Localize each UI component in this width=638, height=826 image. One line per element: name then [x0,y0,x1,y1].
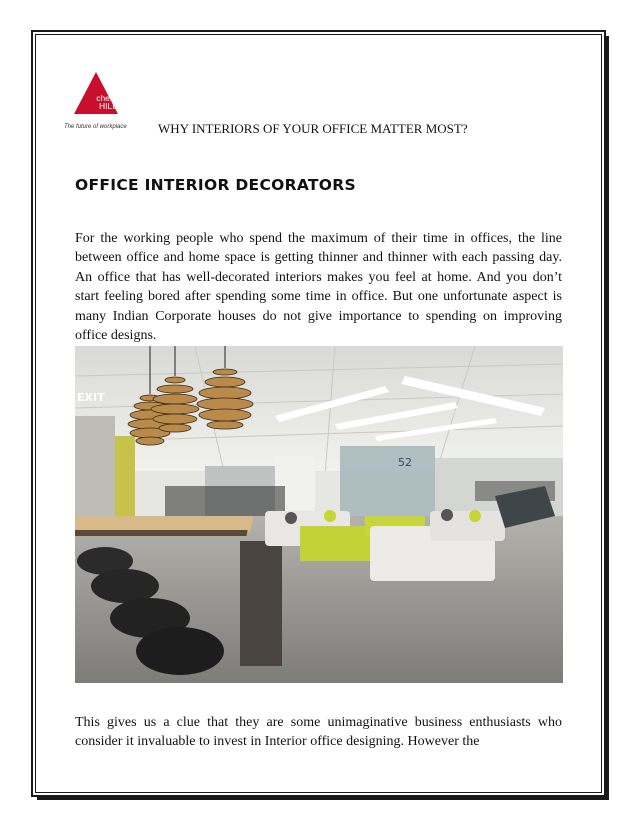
body-paragraph-2: This gives us a clue that they are some unimaginative business enthusiasts who consider it invaluable to invest in Interior office designing. However the [75,715,562,750]
room-number-sign: 52 [398,456,412,469]
section-heading: OFFICE INTERIOR DECORATORS [75,176,356,194]
logo-tagline: The future of workplace [64,124,127,130]
page-border-shadow-bottom [37,797,609,800]
cherry-hill-logo [64,72,144,138]
document-header-title: WHY INTERIORS OF YOUR OFFICE MATTER MOST? [158,121,468,136]
exit-sign: EXIT [77,391,105,404]
office-interior-photo [75,346,563,683]
body-paragraph-1: For the working people who spend the maximum of their time in offices, the line between office and home space is getting thinner and thinner with each passing day. An office that has well-decorated interiors makes you feel at home. And you don’t start feeling bored after spending some time in office. But one unfortunate aspect is many Indian Corporate houses do not give importance to spending on improving office designs. [75,231,562,344]
page-border-shadow-right [606,36,609,799]
logo-name: cherry HILL [96,93,120,111]
